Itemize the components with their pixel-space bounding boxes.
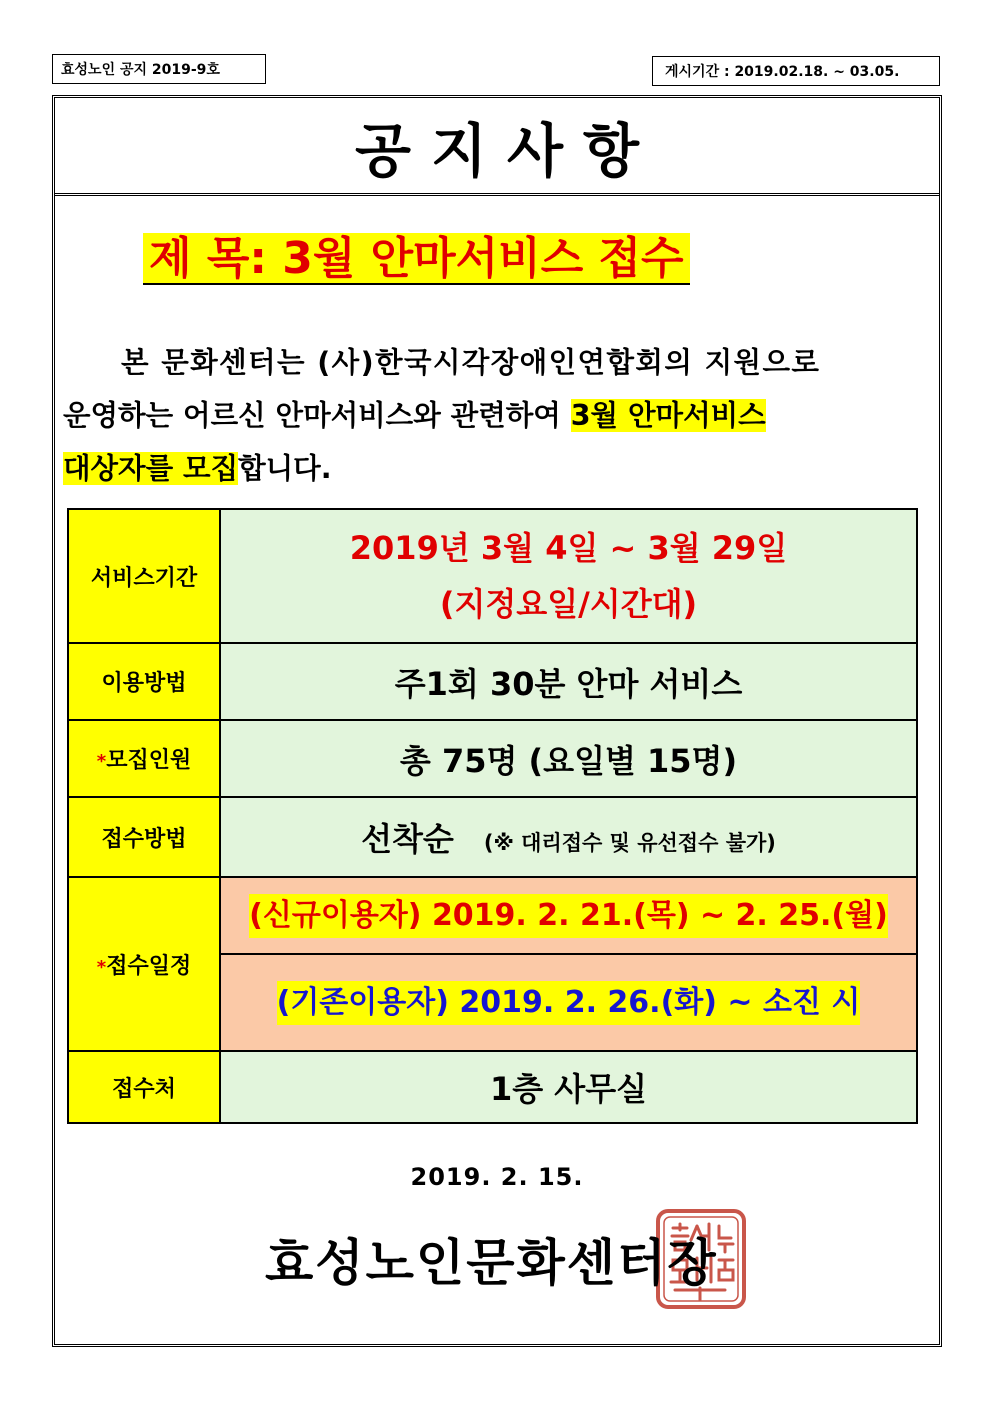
body-line-2-highlight: 3월 안마서비스	[570, 399, 766, 432]
body-line-3	[63, 442, 933, 495]
signature: 효성노인문화센터장	[265, 1234, 718, 1292]
schedule-label: 접수일정	[106, 953, 192, 979]
info-table	[67, 508, 918, 1124]
body-line-3-plain: 합니다.	[238, 452, 332, 485]
method-label: 이용방법	[68, 643, 220, 720]
recruit-label: 모집인원	[106, 748, 192, 773]
body-line-2-plain: 운영하는 어르신 안마서비스와 관련하여	[63, 399, 571, 432]
table-row	[68, 720, 917, 797]
recruit-label-cell	[68, 720, 220, 797]
schedule-existing: (기존이용자) 2019. 2. 26.(화) ~ 소진 시	[277, 981, 861, 1025]
page-title: 공지사항	[354, 116, 660, 185]
table-row	[68, 509, 917, 643]
schedule-new-cell	[220, 877, 917, 954]
apply-label: 접수방법	[68, 797, 220, 877]
period-value-2: (지정요일/시간대)	[439, 585, 698, 623]
notice-date: 2019. 2. 15.	[410, 1163, 584, 1191]
body-line-2	[63, 389, 933, 442]
schedule-label-cell	[68, 877, 220, 1051]
recruit-value: 총 75명 (요일별 15명)	[220, 720, 917, 797]
recruit-star: *	[96, 751, 107, 772]
notice-frame	[52, 95, 942, 1347]
table-row	[68, 877, 917, 954]
table-row	[68, 643, 917, 720]
place-value: 1층 사무실	[220, 1051, 917, 1123]
period-value-1: 2019년 3월 4일 ~ 3월 29일	[349, 529, 788, 567]
method-value: 주1회 30분 안마 서비스	[220, 643, 917, 720]
place-label: 접수처	[68, 1051, 220, 1123]
period-value	[220, 509, 917, 643]
apply-value-cell	[220, 797, 917, 877]
title-box	[55, 98, 939, 196]
posting-period: 게시기간 : 2019.02.18. ~ 03.05.	[652, 56, 940, 86]
schedule-new: (신규이용자) 2019. 2. 21.(목) ~ 2. 25.(월)	[249, 894, 888, 938]
body-line-1: 본 문화센터는 (사)한국시각장애인연합회의 지원으로	[121, 346, 821, 379]
notice-number: 효성노인 공지 2019-9호	[52, 54, 266, 84]
schedule-existing-cell	[220, 954, 917, 1051]
body-paragraph	[63, 336, 933, 495]
apply-note: (※ 대리접수 및 유선접수 불가)	[483, 831, 776, 855]
table-row	[68, 797, 917, 877]
table-row	[68, 1051, 917, 1123]
body-line-3-highlight: 대상자를 모집	[63, 452, 239, 485]
subject-line: 제 목: 3월 안마서비스 접수	[143, 233, 690, 285]
apply-value: 선착순	[361, 820, 454, 858]
schedule-star: *	[96, 956, 107, 978]
period-label: 서비스기간	[68, 509, 220, 643]
